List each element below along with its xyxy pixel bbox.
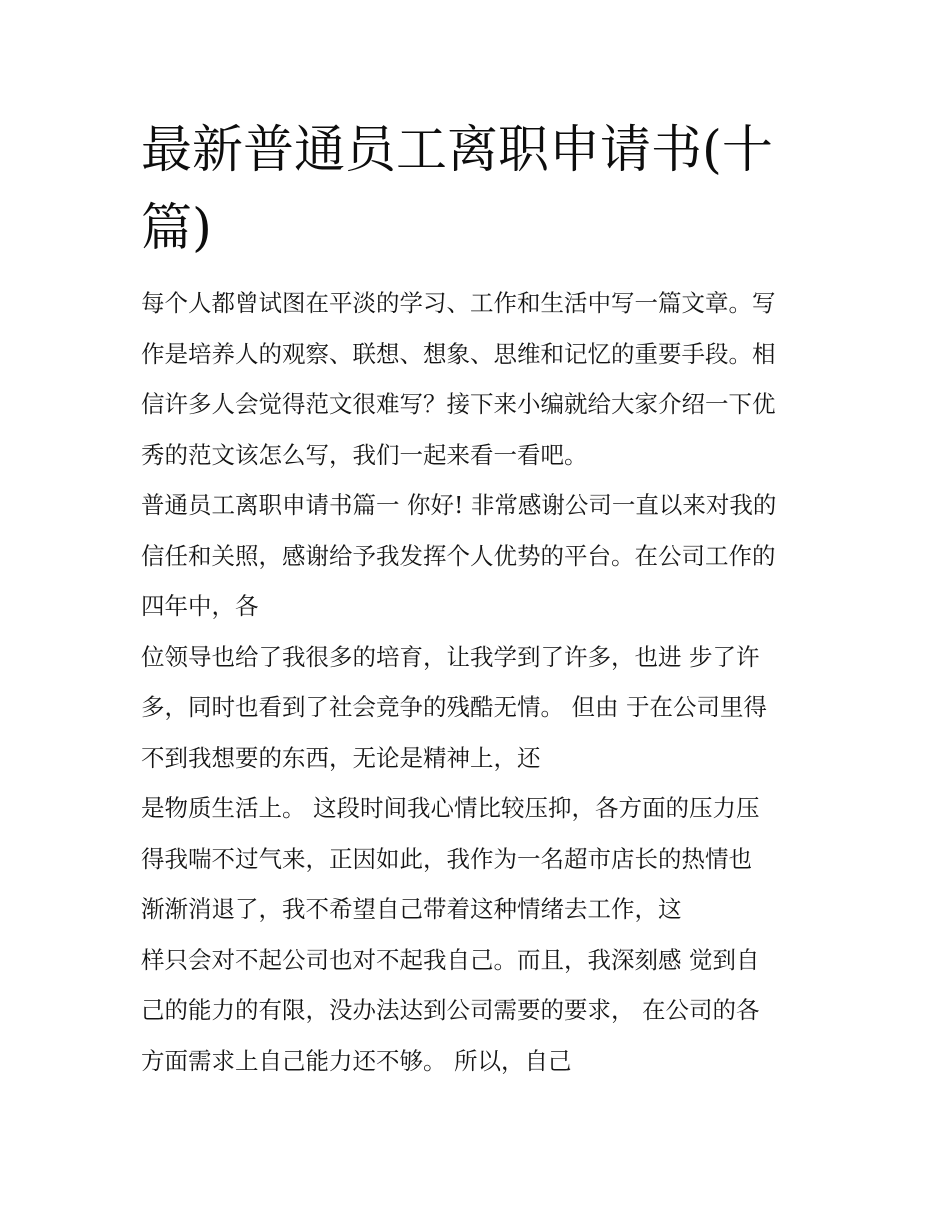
text-line: 是物质生活上。 这段时间我心情比较压抑，各方面的压力压 [141,794,760,822]
text-line: 己的能力的有限，没办法达到公司需要的要求， 在公司的各 [141,996,760,1024]
document-body [141,278,813,1086]
title-line: 篇) [141,199,212,258]
text-line: 普通员工离职申请书篇一 你好! 非常感谢公司一直以来对我的 [141,491,777,519]
text-line: 信任和关照，感谢给予我发挥个人优势的平台。在公司工作的 [141,541,776,570]
text-line: 作是培养人的观察、联想、想象、思维和记忆的重要手段。相 [141,339,776,368]
text-line: 多，同时也看到了社会竞争的残酷无情。 但由 于在公司里得 [141,693,767,721]
letter-paragraph [141,632,813,784]
text-line: 位领导也给了我很多的培育，让我学到了许多，也进 步了许 [141,642,760,671]
text-line: 不到我想要的东西，无论是精神上，还 [141,743,541,772]
title-line: 最新普通员工离职申请书(十 [141,121,773,180]
letter-paragraph [141,783,813,935]
text-line: 方面需求上自己能力还不够。 所以，自己 [141,1046,572,1075]
letter-paragraph [141,935,813,1087]
text-line: 每个人都曾试图在平淡的学习、工作和生活中写一篇文章。写 [141,289,776,317]
text-line: 样只会对不起公司也对不起我自己。而且，我深刻感 觉到自 [141,945,760,974]
text-line: 秀的范文该怎么写，我们一起来看一看吧。 [141,440,588,469]
intro-paragraph [141,278,813,480]
letter-paragraph [141,480,813,632]
text-line: 渐渐消退了，我不希望自己带着这种情绪去工作，这 [141,895,682,923]
text-line: 信许多人会觉得范文很难写？接下来小编就给大家介绍一下优 [141,390,776,418]
text-line: 得我喘不过气来，正因如此，我作为一名超市店长的热情也 [141,844,752,873]
document-title [141,112,781,268]
text-line: 四年中，各 [141,592,259,620]
